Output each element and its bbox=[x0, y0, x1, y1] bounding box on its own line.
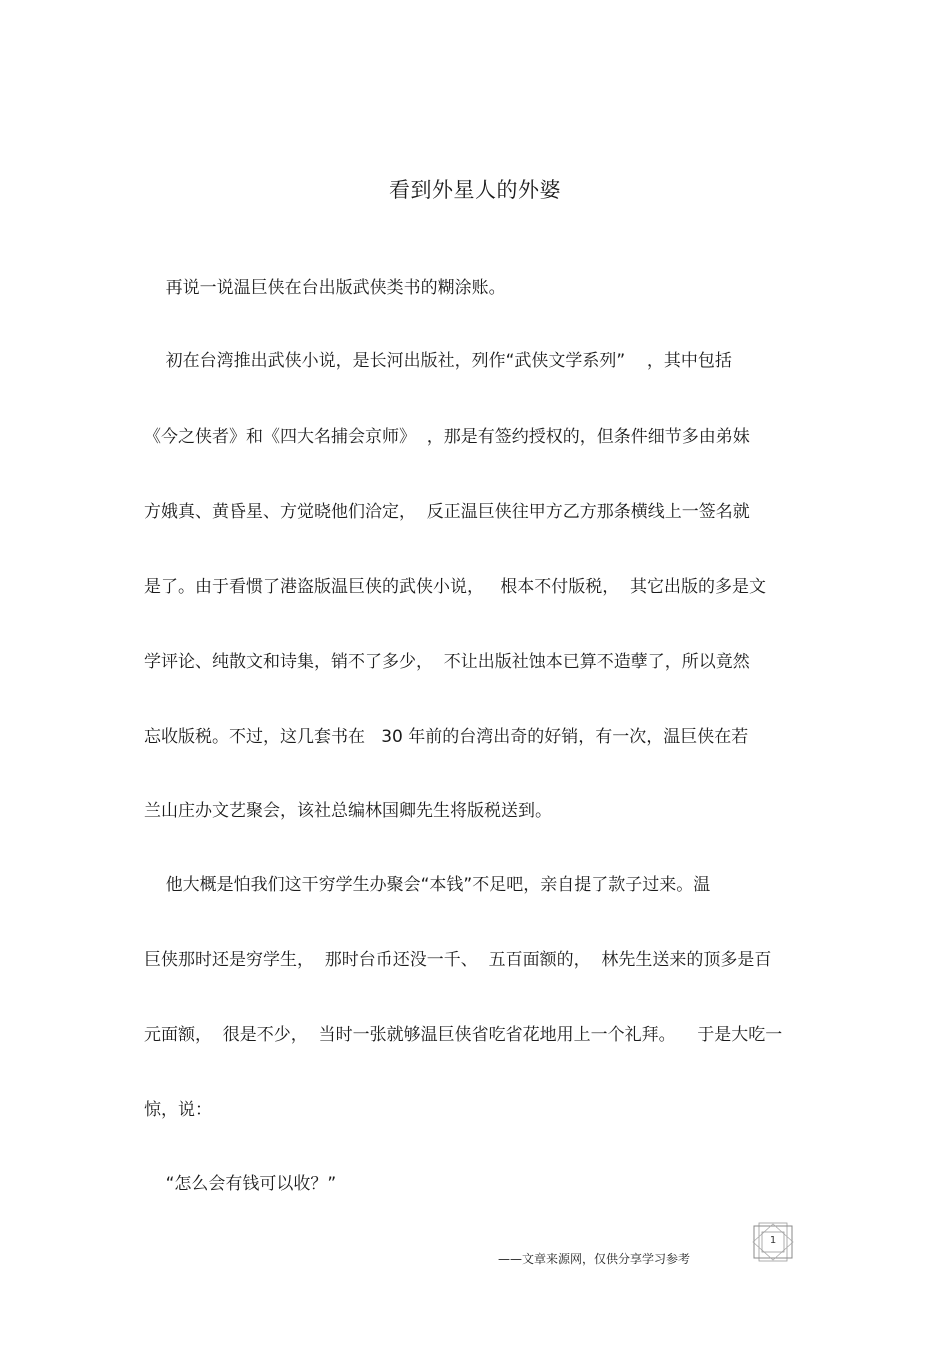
body-line: 惊，说： bbox=[144, 1100, 212, 1120]
body-line: 是了。由于看惯了港盗版温巨侠的武侠小说， 根本不付版税， 其它出版的多是文 bbox=[144, 577, 767, 597]
footer-source-note: ——文章来源网，仅供分享学习参考 bbox=[498, 1252, 691, 1266]
body-line: 他大概是怕我们这干穷学生办聚会“本钱”不足吧，亲自提了款子过来。温 bbox=[144, 875, 711, 895]
body-line: 巨侠那时还是穷学生， 那时台币还没一千、 五百面额的， 林先生送来的顶多是百 bbox=[144, 950, 772, 970]
body-line: 方娥真、黄昏星、方觉晓他们洽定， 反正温巨侠往甲方乙方那条横线上一签名就 bbox=[144, 502, 750, 522]
body-line: 初在台湾推出武侠小说，是长河出版社，列作“武侠文学系列” ，其中包括 bbox=[144, 351, 732, 371]
body-line: 《今之侠者》和《四大名捕会京师》 ，那是有签约授权的，但条件细节多由弟妹 bbox=[144, 427, 750, 447]
body-line: 元面额， 很是不少， 当时一张就够温巨侠省吃省花地用上一个礼拜。 于是大吃一 bbox=[144, 1025, 783, 1045]
body-line: “怎么会有钱可以收？” bbox=[144, 1174, 337, 1194]
body-line: 再说一说温巨侠在台出版武侠类书的糊涂账。 bbox=[144, 278, 506, 298]
page-title: 看到外星人的外婆 bbox=[389, 178, 561, 202]
body-line: 兰山庄办文艺聚会，该社总编林国卿先生将版税送到。 bbox=[144, 801, 552, 821]
page-number: 1 bbox=[769, 1235, 777, 1246]
body-line: 学评论、纯散文和诗集，销不了多少， 不让出版社蚀本已算不造孽了，所以竟然 bbox=[144, 652, 750, 672]
body-line: 忘收版税。不过，这几套书在 30 年前的台湾出奇的好销，有一次，温巨侠在若 bbox=[144, 727, 749, 747]
